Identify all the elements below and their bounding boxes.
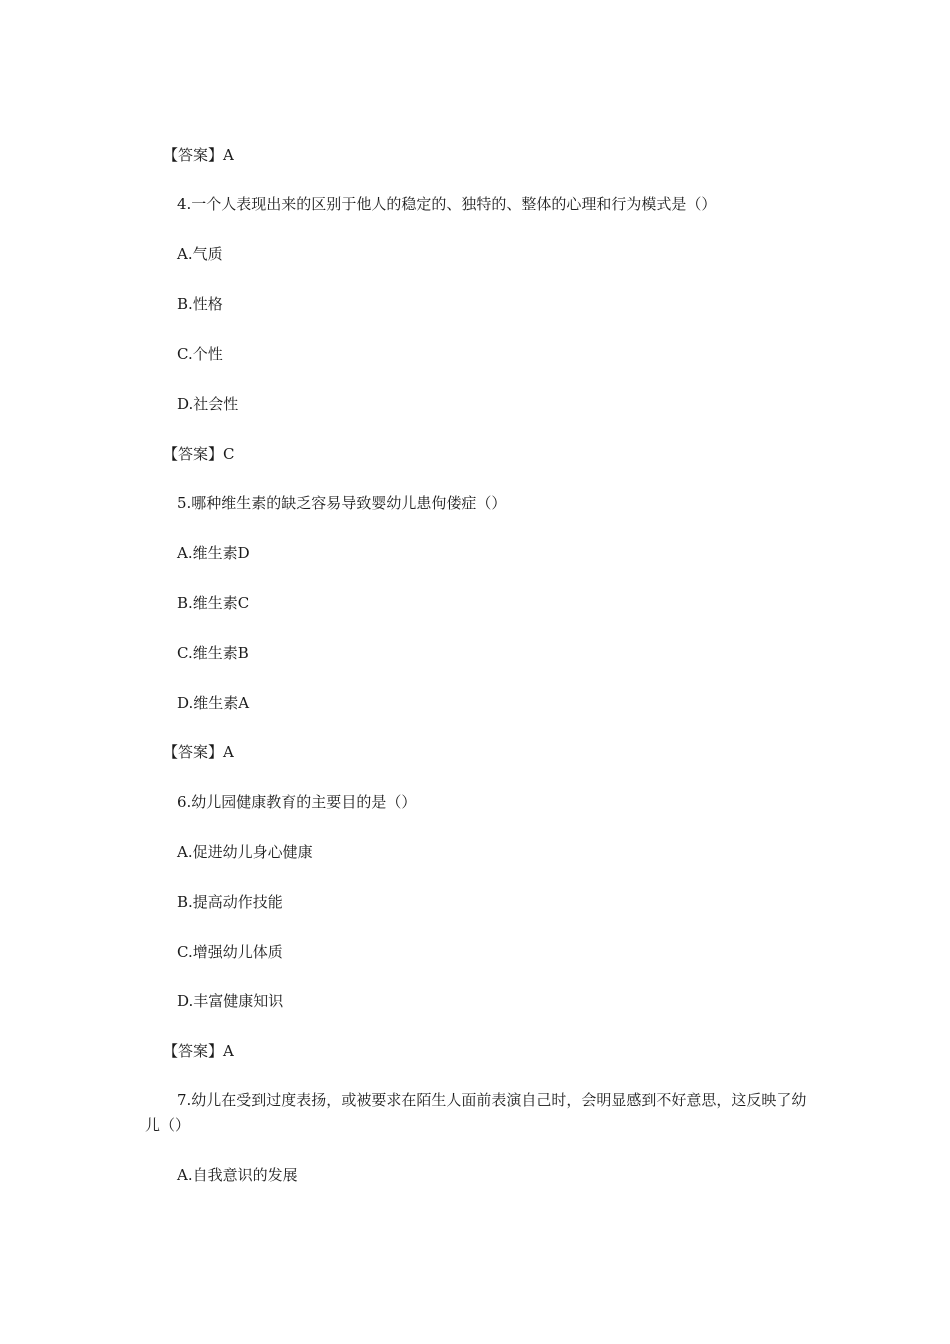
question-5: 5.哪种维生素的缺乏容易导致婴幼儿患佝偻症（） (177, 494, 507, 512)
answer-line: 【答案】A (163, 743, 234, 761)
option-line: B.提高动作技能 (177, 893, 283, 911)
option-line: B.维生素C (177, 594, 250, 612)
option-line: D.维生素A (177, 694, 250, 712)
option-line: A.维生素D (177, 544, 250, 562)
option-line: B.性格 (177, 295, 223, 313)
option-line: D.丰富健康知识 (177, 992, 284, 1010)
option-line: A.气质 (177, 245, 223, 263)
option-line: C.增强幼儿体质 (177, 943, 283, 961)
option-line: A.促进幼儿身心健康 (177, 843, 313, 861)
question-4: 4.一个人表现出来的区别于他人的稳定的、独特的、整体的心理和行为模式是（） (177, 195, 717, 213)
answer-line: 【答案】C (163, 445, 235, 463)
question-6: 6.幼儿园健康教育的主要目的是（） (177, 793, 417, 811)
option-line: A.自我意识的发展 (177, 1166, 298, 1184)
option-line: C.个性 (177, 345, 223, 363)
question-7: 7.幼儿在受到过度表扬，或被要求在陌生人面前表演自己时，会明显感到不好意思，这反映了幼儿（） (145, 1091, 807, 1134)
answer-line: 【答案】A (163, 146, 234, 164)
option-line: C.维生素B (177, 644, 249, 662)
answer-line: 【答案】A (163, 1042, 234, 1060)
option-line: D.社会性 (177, 395, 239, 413)
